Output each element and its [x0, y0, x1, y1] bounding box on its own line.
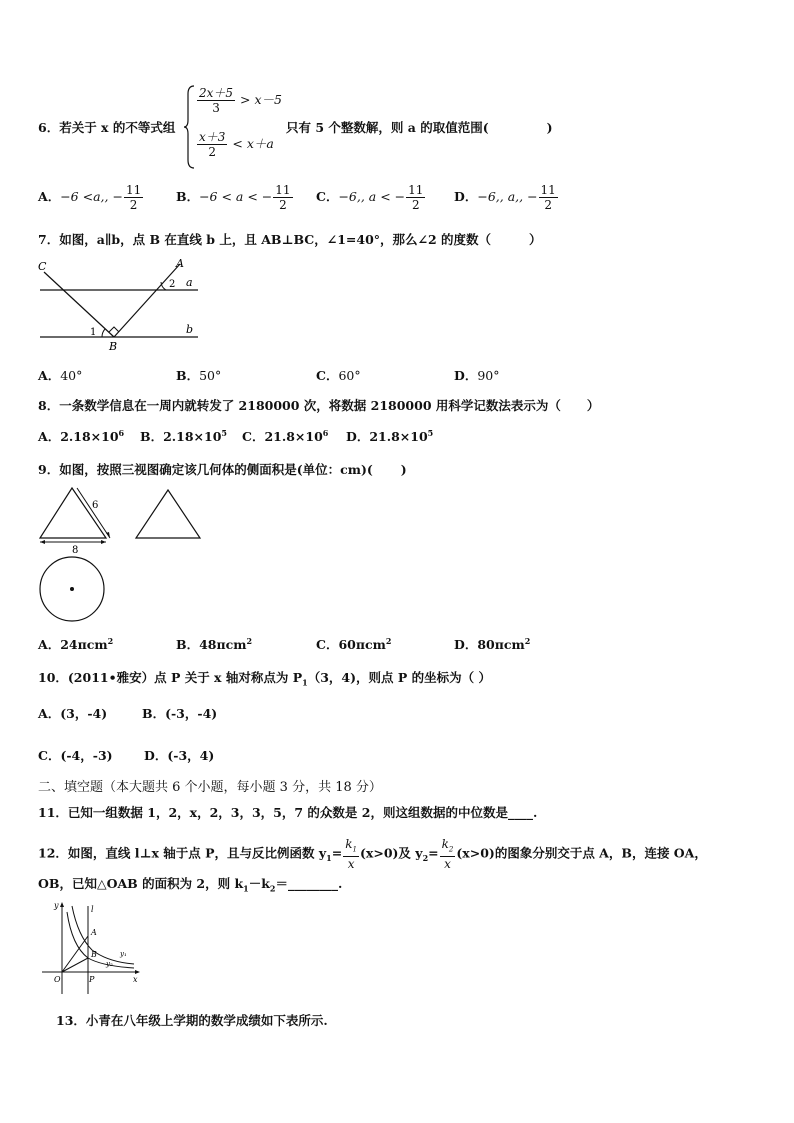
- q6-suffix-text: 只有 5 个整数解，则 a 的取值范围(: [286, 120, 489, 135]
- q8-option-c-value: 21.8×10: [264, 429, 323, 444]
- q6-option-c[interactable]: [316, 183, 426, 212]
- q7-text: 7．如图，a∥b，点 B 在直线 b 上，且 AB⊥BC，∠1=40°，那么∠2 的度数（: [38, 232, 492, 247]
- q8-close: ）: [586, 398, 600, 413]
- q6-option-d[interactable]: [454, 183, 559, 212]
- q8-option-b-label: B．: [140, 429, 164, 444]
- q9-dim-side-arrow: [106, 532, 110, 538]
- q6-option-c-den: 2: [411, 198, 420, 212]
- q12-cond2: (x>0)的图象分别交于点 A，B，连接 OA，: [456, 845, 707, 861]
- q12-frac2-num: k: [441, 837, 449, 851]
- q8-option-d-value: 21.8×10: [369, 429, 428, 444]
- q6-inequality-1: [196, 86, 282, 115]
- q12-k2: 2: [269, 883, 276, 894]
- q9-option-c[interactable]: [316, 635, 391, 653]
- q7-segment-bc: [44, 272, 114, 337]
- q12-label-l: l: [91, 905, 94, 914]
- q6-inequality-2: [196, 130, 274, 159]
- q12-y-arrow: [60, 902, 64, 907]
- q8-option-c[interactable]: [242, 427, 328, 445]
- q10-option-c-label: C．: [38, 748, 61, 763]
- q9-side-view: [136, 490, 200, 538]
- q6-brace: [184, 84, 196, 173]
- q7-label-a-line: a: [186, 276, 193, 289]
- q6-option-c-label: C．: [316, 189, 339, 204]
- q8-option-b[interactable]: [140, 427, 227, 445]
- q12-frac2-num-sub: 2: [448, 845, 454, 854]
- q9-option-d-exp: 2: [524, 635, 531, 646]
- q12-curve-y2: [67, 912, 134, 968]
- q7-option-d-value: 90°: [477, 368, 500, 383]
- q12-x-arrow: [135, 970, 140, 974]
- q10-text: 10．(2011•雅安）点 P 关于 x 轴对称点为 P: [38, 670, 303, 685]
- q10-option-a-value: (3，-4): [60, 706, 108, 721]
- q12-sub2: 2: [422, 853, 429, 864]
- q12-label-y2: y₂: [106, 960, 113, 968]
- q6-option-b[interactable]: [176, 183, 294, 212]
- q10-stem: [38, 668, 491, 688]
- q12-k1: 1: [243, 883, 249, 894]
- q9-option-b-label: B．: [176, 637, 200, 652]
- q6-ineq2-num: x＋3: [199, 130, 226, 144]
- q7-option-d[interactable]: [454, 366, 500, 384]
- q6-ineq2-rhs: < x＋a: [232, 136, 274, 151]
- q9-dim-base-arrow-right: [101, 540, 106, 544]
- q8-option-a-exp: 6: [118, 427, 125, 438]
- q12-line-1: [38, 837, 707, 871]
- q6-option-d-label: D．: [454, 189, 478, 204]
- q9-option-c-exp: 2: [385, 635, 392, 646]
- q10-option-d-value: (-3，4): [167, 748, 215, 763]
- q9-option-c-label: C．: [316, 637, 339, 652]
- q6-option-b-den: 2: [279, 198, 287, 212]
- q6-option-d-expr: −6,, a,, −: [477, 189, 538, 204]
- q6-option-a-expr: −6 <a,, −: [60, 189, 123, 204]
- q7-option-a[interactable]: [38, 366, 82, 384]
- q9-close: ): [400, 462, 407, 477]
- q12-label-y1: y₁: [120, 950, 127, 958]
- q7-right-angle: [109, 327, 119, 332]
- q7-label-2: 2: [169, 279, 176, 290]
- q12-frac1-num: k: [345, 837, 353, 851]
- q12-eq1: =: [331, 845, 343, 861]
- q7-label-c: C: [38, 260, 47, 273]
- q9-option-a-value: 24πcm: [60, 637, 108, 652]
- q8-option-b-value: 2.18×10: [163, 429, 222, 444]
- q6-ineq1-rhs: > x－5: [240, 92, 282, 107]
- q9-front-view: [40, 488, 106, 538]
- q7-option-c[interactable]: [316, 366, 361, 384]
- q12-cond1: (x>0)及 y: [359, 845, 423, 861]
- q8-option-d[interactable]: [346, 427, 433, 445]
- q12-label-a: A: [91, 928, 97, 937]
- q10-option-d[interactable]: [144, 746, 214, 764]
- q12-frac1-den: x: [347, 857, 355, 872]
- q7-close: ）: [529, 232, 542, 247]
- q7-label-1: 1: [90, 327, 97, 338]
- q9-dim-side: [77, 488, 110, 538]
- q7-option-b[interactable]: [176, 366, 221, 384]
- q8-option-a[interactable]: [38, 427, 124, 445]
- q7-label-b-point: B: [109, 340, 118, 352]
- q8-option-a-label: A．: [38, 429, 61, 444]
- q12-sub1: 1: [326, 853, 332, 864]
- q12-frac1-num-sub: 1: [352, 845, 357, 854]
- q6-option-b-num: 11: [275, 183, 291, 197]
- q9-label-6: 6: [92, 500, 99, 511]
- q6-ineq1-den: 3: [212, 101, 220, 115]
- q6-ineq2-den: 2: [208, 145, 217, 159]
- q7-angle1-arc: [102, 329, 105, 337]
- q10-text2: （3，4)，则点 P 的坐标为（ ）: [307, 670, 491, 685]
- q11-text: 11．已知一组数据 1，2，x，2，3，3，5，7 的众数是 2，则这组数据的中位数是____.: [38, 805, 538, 820]
- q6-suffix: [286, 118, 553, 136]
- q12-line2b: ＝________.: [275, 876, 343, 891]
- q10-option-c-value: (-4，-3): [60, 748, 113, 763]
- q10-option-c[interactable]: [38, 746, 113, 764]
- q12-minus: －k: [248, 876, 270, 891]
- q10-sub: 1: [302, 677, 308, 688]
- q12-label-x: x: [133, 975, 138, 984]
- q12-label-o: O: [54, 975, 61, 984]
- q12-label-y: y: [54, 901, 59, 910]
- q6-option-c-expr: −6,, a < −: [338, 189, 406, 204]
- q10-option-b-value: (-3，-4): [165, 706, 218, 721]
- q10-option-b-label: B．: [142, 706, 166, 721]
- q6-option-c-num: 11: [408, 183, 424, 197]
- q8-option-d-label: D．: [346, 429, 370, 444]
- q6-option-d-den: 2: [544, 198, 552, 212]
- q7-option-d-label: D．: [454, 368, 478, 383]
- q9-stem: [38, 460, 407, 478]
- q9-option-b-exp: 2: [246, 635, 253, 646]
- q10-option-a-label: A．: [38, 706, 61, 721]
- q6-close: ): [546, 120, 553, 135]
- q7-label-b-line: b: [186, 323, 194, 336]
- q9-option-d-value: 80πcm: [477, 637, 525, 652]
- q6-option-a-den: 2: [129, 198, 138, 212]
- q9-option-d-label: D．: [454, 637, 478, 652]
- q12-label-b: B: [91, 950, 97, 959]
- q7-option-b-label: B．: [176, 368, 200, 383]
- q6-option-d-num: 11: [540, 183, 556, 197]
- q8-option-b-exp: 5: [221, 427, 227, 438]
- q6-ineq1-num: 2x＋5: [199, 86, 234, 100]
- q12-line-2: [38, 874, 342, 894]
- q9-option-c-value: 60πcm: [338, 637, 386, 652]
- q12-frac2-den: x: [444, 857, 451, 872]
- q7-option-c-label: C．: [316, 368, 339, 383]
- q9-figure: [34, 486, 224, 626]
- q6-option-a-label: A．: [38, 189, 61, 204]
- q9-option-a-exp: 2: [107, 635, 114, 646]
- q12-label-p: P: [89, 975, 95, 984]
- q8-option-c-label: C．: [242, 429, 265, 444]
- q6-option-b-expr: −6 < a < −: [199, 189, 273, 204]
- q9-option-a[interactable]: [38, 635, 113, 653]
- q7-figure: [36, 256, 206, 352]
- q8-stem: [38, 396, 599, 414]
- q8-option-c-exp: 6: [322, 427, 329, 438]
- q7-angle2-arc: [161, 282, 166, 290]
- q10-option-a[interactable]: [38, 704, 107, 722]
- q10-option-d-label: D．: [144, 748, 168, 763]
- q6-option-b-label: B．: [176, 189, 200, 204]
- q9-text: 9．如图，按照三视图确定该几何体的侧面积是(单位：cm)(: [38, 462, 373, 477]
- q7-option-b-value: 50°: [199, 368, 222, 383]
- q9-option-b-value: 48πcm: [199, 637, 247, 652]
- q12-line2a: OB，已知△OAB 的面积为 2，则 k: [38, 876, 244, 891]
- q6-option-a[interactable]: [38, 183, 144, 212]
- q12-figure: [36, 898, 144, 998]
- q9-top-view-center: [70, 587, 74, 591]
- q12-eq2: =: [428, 845, 439, 861]
- q9-label-8: 8: [72, 545, 79, 556]
- q6-option-a-num: 11: [125, 183, 142, 197]
- q10-option-b[interactable]: [142, 704, 217, 722]
- q8-text: 8．一条数学信息在一周内就转发了 2180000 次，将数据 2180000 用科学记数法表示为（: [38, 398, 561, 413]
- q7-option-c-value: 60°: [338, 368, 361, 383]
- q9-option-a-label: A．: [38, 637, 61, 652]
- q12-part1: 12．如图，直线 l⊥x 轴于点 P，且与反比例函数 y: [38, 845, 327, 861]
- q7-label-a-point: A: [176, 257, 184, 270]
- q8-option-d-exp: 5: [427, 427, 434, 438]
- q7-option-a-label: A．: [38, 368, 61, 383]
- q7-stem: [38, 230, 542, 248]
- q8-option-a-value: 2.18×10: [60, 429, 119, 444]
- q12-segment-ob: [62, 958, 88, 972]
- q6-prefix: 6．若关于 x 的不等式组: [38, 120, 176, 135]
- q7-option-a-value: 40°: [60, 368, 83, 383]
- q7-segment-ba: [114, 264, 180, 337]
- q9-dim-base-arrow-left: [40, 540, 45, 544]
- q13-text: 13．小青在八年级上学期的数学成绩如下表所示.: [56, 1013, 328, 1028]
- q9-option-d[interactable]: [454, 635, 530, 653]
- section-2-heading: 二、填空题（本大题共 6 个小题，每小题 3 分，共 18 分）: [38, 780, 382, 795]
- q9-option-b[interactable]: [176, 635, 252, 653]
